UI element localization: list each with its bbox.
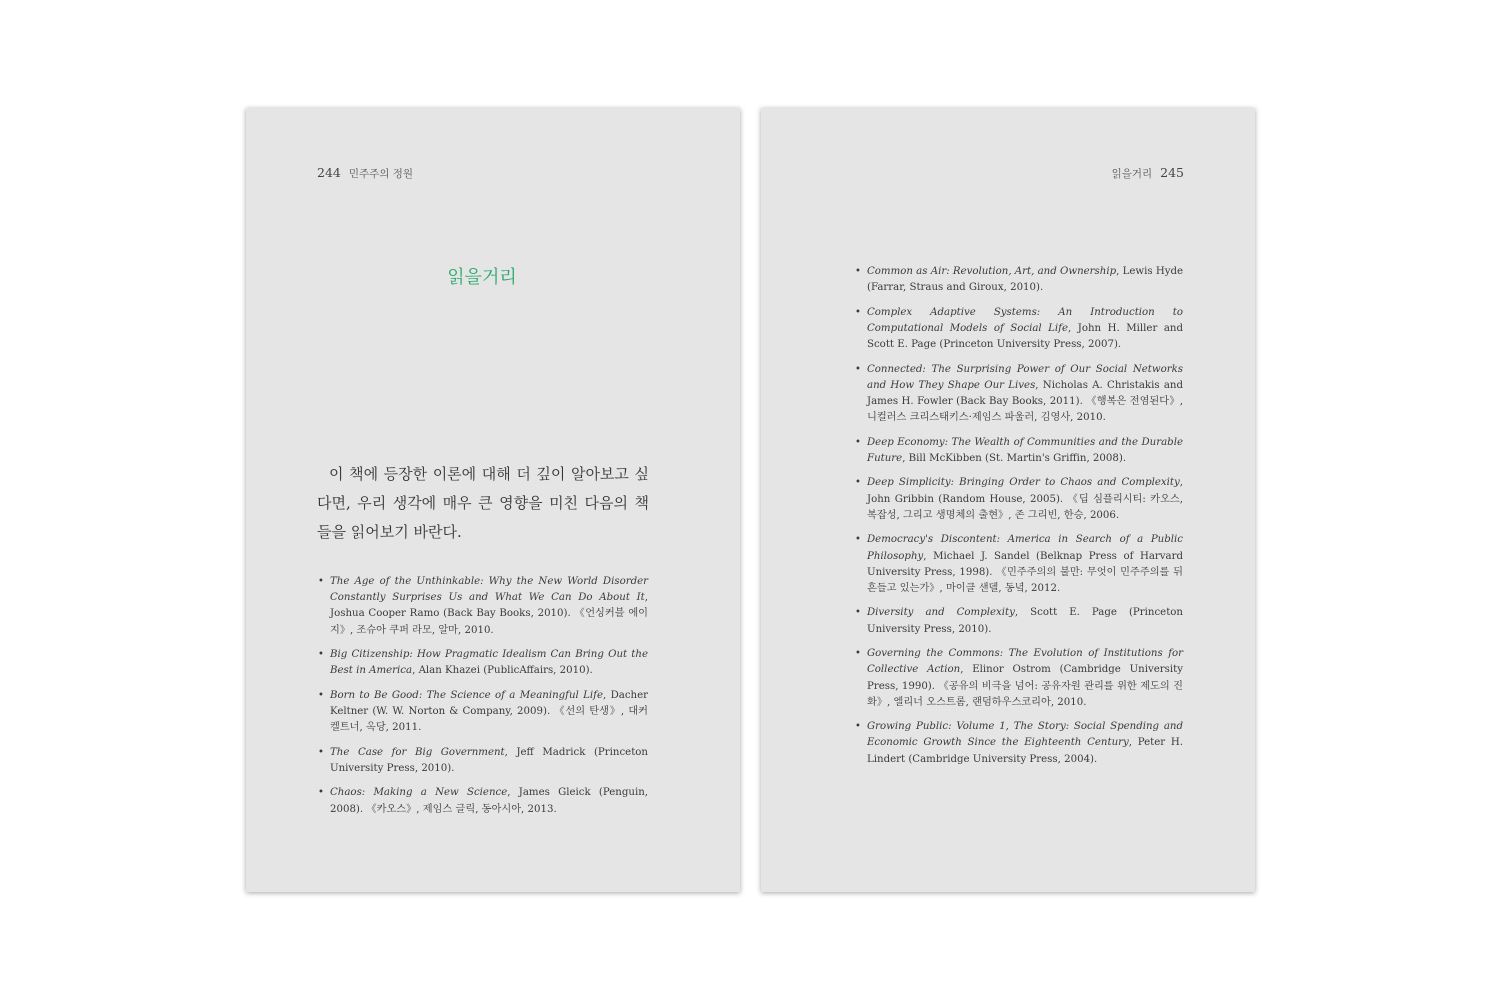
bullet-icon: • [855, 363, 861, 375]
left-page [246, 108, 740, 892]
reference-item [855, 646, 1183, 711]
reference-title: Born to Be Good: The Science of a Meaningful Life [330, 689, 603, 701]
bullet-icon: • [855, 721, 861, 733]
section-title: 읽을거리 [447, 267, 517, 288]
left-reference-list [318, 574, 648, 826]
reference-details: , Lewis Hyde (Farrar, Straus and Giroux, 2010). [867, 266, 1184, 294]
reference-item [855, 532, 1183, 597]
reference-details: , John H. Miller and Scott E. Page (Princeton University Press, 2007). [867, 322, 1183, 351]
intro-paragraph: 이 책에 등장한 이론에 대해 더 깊이 알아보고 싶다면, 우리 생각에 매우 큰 영향을 미친 다음의 책들을 읽어보기 바란다. [317, 465, 649, 541]
bullet-icon: • [855, 306, 861, 318]
reference-item [855, 605, 1183, 637]
reference-details: , Scott E. Page (Princeton University Press, 2010). [867, 607, 1183, 635]
bullet-icon: • [855, 648, 861, 660]
right-page [761, 108, 1255, 892]
reference-item [855, 264, 1183, 296]
bullet-icon: • [318, 746, 324, 758]
right-running-head [1112, 165, 1184, 181]
right-reference-list [855, 264, 1183, 776]
right-page-number: 245 [1160, 165, 1184, 180]
reference-details: , Elinor Ostrom (Cambridge University Press, 1990). 《공유의 비극을 넘어: 공유자원 관리를 위한 제도의 진화》, 엘리너 오스트롬, 랜덤하우스코리아, 2010. [867, 664, 1183, 708]
reference-item [318, 745, 648, 777]
reference-details: , Dacher Keltner (W. W. Norton & Company, 2009). 《선의 탄생》, 대커 켈트너, 옥당, 2011. [330, 689, 649, 734]
reference-item [318, 785, 648, 817]
reference-item [318, 574, 648, 639]
reference-item [855, 435, 1183, 467]
reference-title: Common as Air: Revolution, Art, and Ownership [867, 266, 1117, 277]
reference-details: , Bill McKibben (St. Martin's Griffin, 2008). [902, 452, 1127, 464]
reference-title: The Age of the Unthinkable: Why the New World Disorder Constantly Surprises Us and What We Can Do About It [330, 576, 648, 604]
left-running-head [317, 165, 413, 181]
reference-item [855, 475, 1183, 524]
reference-title: Big Citizenship: How Pragmatic Idealism Can Bring Out the Best in America [330, 649, 648, 677]
reference-item [318, 647, 648, 679]
reference-title: Governing the Commons: The Evolution of Institutions for Collective Action [867, 648, 1183, 676]
bullet-icon: • [318, 689, 324, 701]
left-page-number: 244 [317, 165, 341, 180]
reference-details: , Michael J. Sandel (Belknap Press of Harvard University Press, 1998). 《민주주의의 불만: 무엇이 민주주의를 뒤흔들고 있는가》, 마이클 샌델, 동녘, 2012. [867, 550, 1183, 594]
reference-details: , Alan Khazei (PublicAffairs, 2010). [412, 665, 593, 677]
reference-title: Deep Simplicity: Bringing Order to Chaos and Complexity [867, 477, 1180, 489]
reference-details: , John Gribbin (Random House, 2005). 《딥 심플리시티: 카오스, 복잡성, 그리고 생명체의 출현》, 존 그리빈, 한승, 2006. [867, 477, 1183, 521]
bullet-icon: • [855, 477, 861, 489]
reference-details: , James Gleick (Penguin, 2008). 《카오스》, 제임스 글릭, 동아시아, 2013. [330, 787, 648, 815]
reference-title: Growing Public: Volume 1, The Story: Social Spending and Economic Growth Since the Eighteenth Century [867, 721, 1183, 749]
reference-item [855, 305, 1183, 354]
reference-title: Connected: The Surprising Power of Our Social Networks and How They Shape Our Lives [867, 363, 1183, 391]
reference-title: Diversity and Complexity [867, 607, 1015, 619]
reference-item [855, 362, 1183, 427]
left-running-title: 민주주의 정원 [348, 168, 414, 180]
reference-details: , Joshua Cooper Ramo (Back Bay Books, 2010). 《언싱커블 에이지》, 조슈아 쿠퍼 라모, 알마, 2010. [330, 592, 648, 636]
reference-title: Complex Adaptive Systems: An Introduction to Computational Models of Social Life [867, 306, 1183, 334]
bullet-icon: • [318, 787, 324, 799]
reference-title: Democracy's Discontent: America in Search of a Public Philosophy [867, 534, 1183, 562]
reference-details: , Jeff Madrick (Princeton University Press, 2010). [330, 746, 648, 774]
bullet-icon: • [318, 649, 324, 661]
bullet-icon: • [855, 266, 861, 277]
reference-title: The Case for Big Government [330, 746, 505, 758]
bullet-icon: • [855, 436, 861, 448]
reference-title: Chaos: Making a New Science [330, 787, 508, 799]
bullet-icon: • [855, 607, 861, 619]
reference-item [318, 688, 648, 737]
right-running-title: 읽을거리 [1111, 168, 1153, 180]
reference-details: , Nicholas A. Christakis and James H. Fowler (Back Bay Books, 2011). 《행복은 전염된다》, 니컬러스 크리스태키스·제임스 파울러, 김영사, 2010. [867, 379, 1183, 424]
reference-title: Deep Economy: The Wealth of Communities and the Durable Future [867, 436, 1183, 464]
bullet-icon: • [318, 576, 324, 587]
reference-item [855, 719, 1183, 768]
reference-details: , Peter H. Lindert (Cambridge University Press, 2004). [867, 737, 1183, 765]
bullet-icon: • [855, 534, 861, 546]
